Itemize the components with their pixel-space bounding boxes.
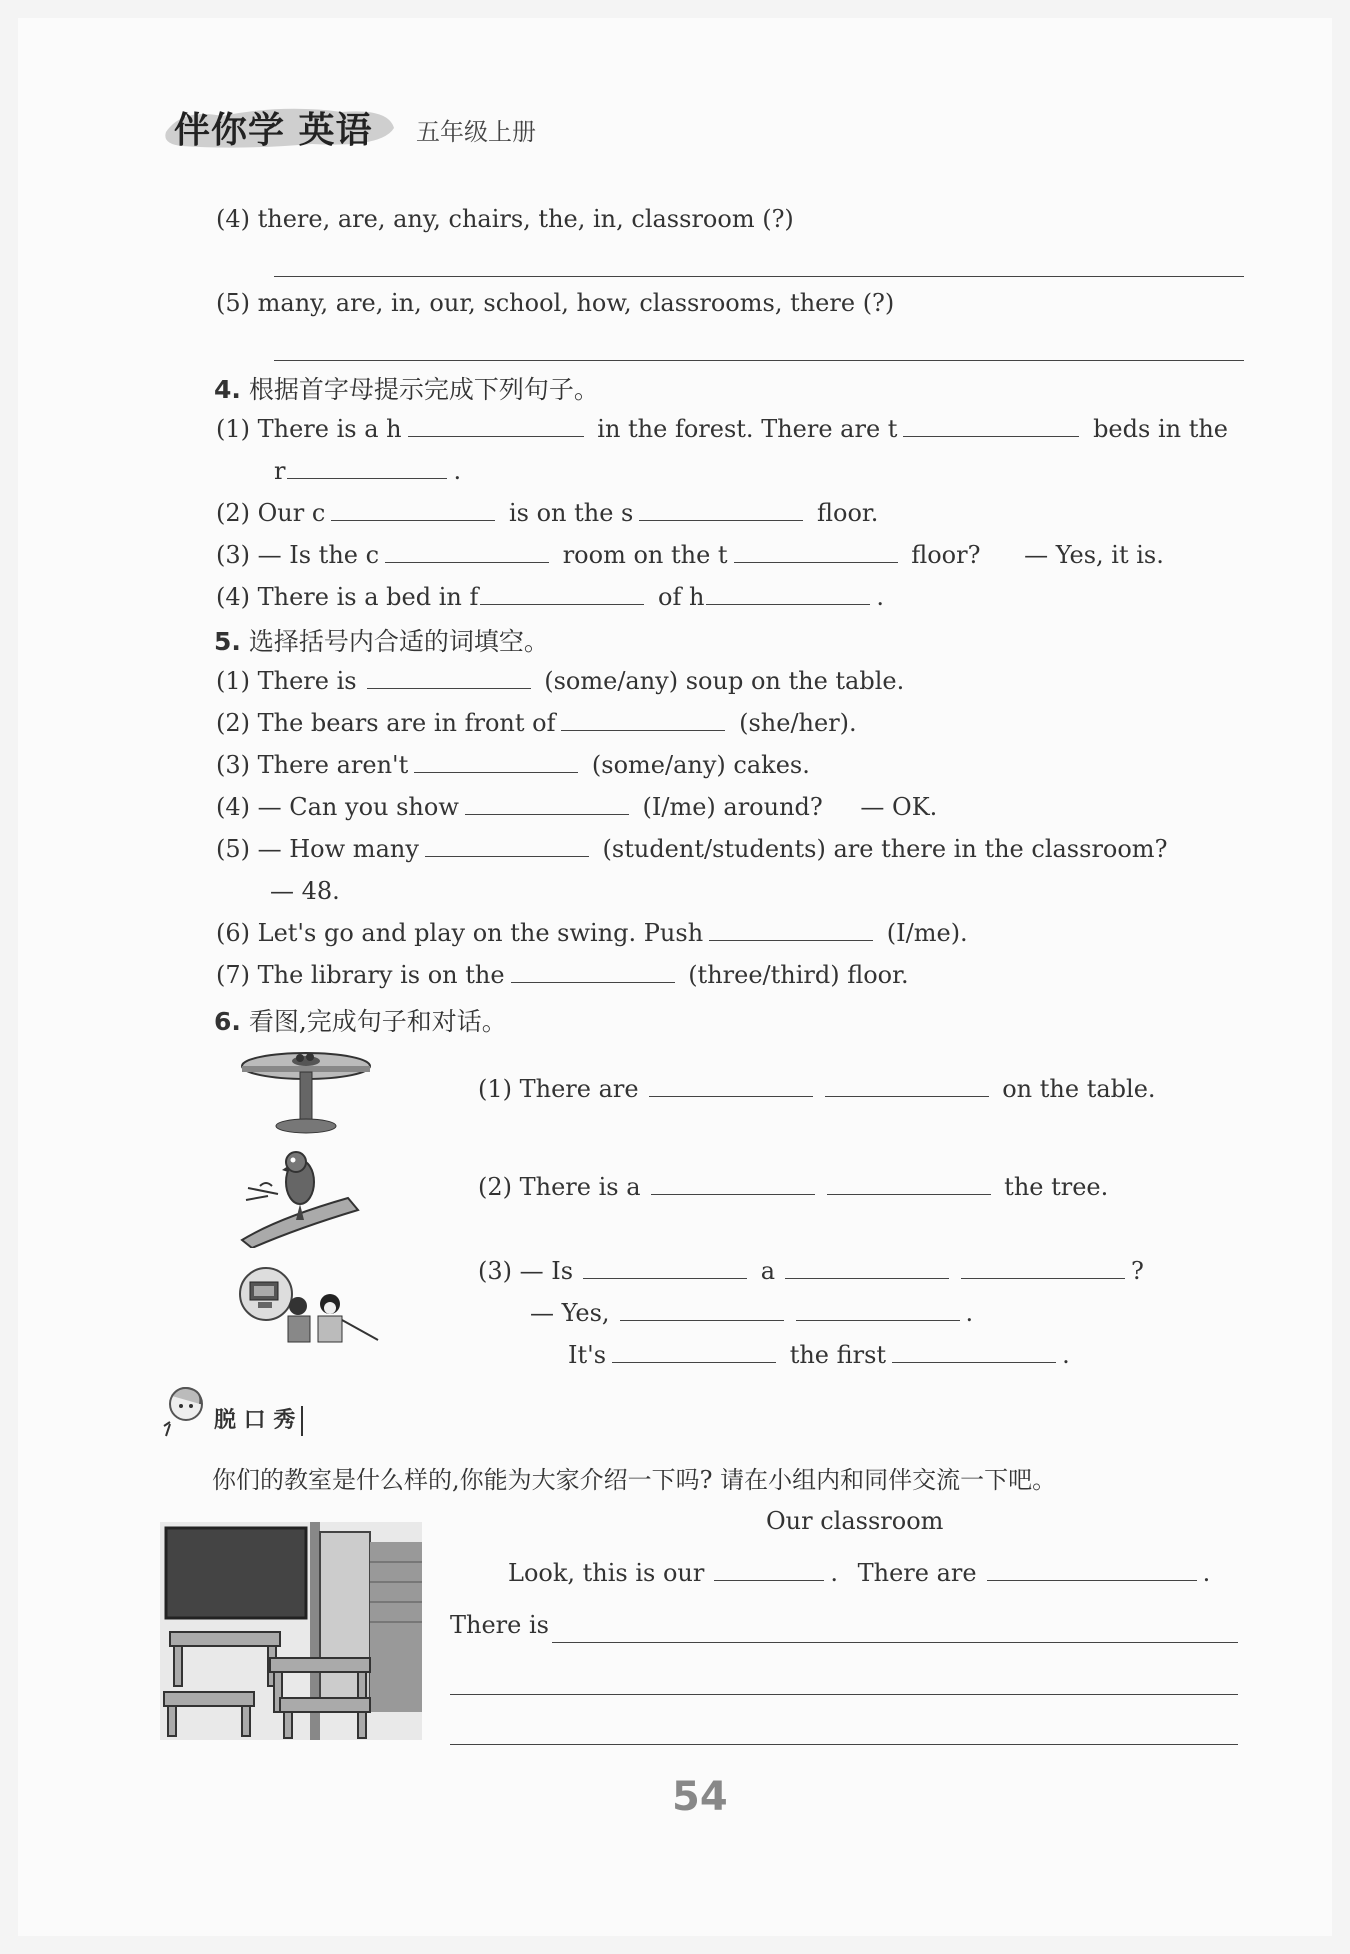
- q5-7-text-b: (three/third) floor.: [688, 961, 909, 989]
- table-picture: [238, 1046, 374, 1136]
- talk-show-label: 脱 口 秀: [214, 1406, 303, 1436]
- blank[interactable]: [706, 582, 870, 605]
- composition-heading: Our classroom: [766, 1507, 944, 1535]
- q5-5-answer: — 48.: [270, 877, 340, 905]
- section-4-heading: [214, 370, 599, 406]
- q5-7: [216, 960, 909, 990]
- q6-3-text-a: (3) — Is: [478, 1257, 574, 1285]
- q5-6-text-b: (I/me).: [886, 919, 968, 947]
- q6-1-text-a: (1) There are: [478, 1075, 639, 1103]
- q4-2-text-a: (2) Our c: [216, 499, 326, 527]
- q5-3-text-a: (3) There aren't: [216, 751, 409, 779]
- answer-line[interactable]: [274, 360, 1244, 361]
- blank[interactable]: [561, 708, 725, 731]
- blank[interactable]: [649, 1074, 813, 1097]
- q5-4-text-a: (4) — Can you show: [216, 793, 459, 821]
- blank[interactable]: [796, 1298, 960, 1321]
- q5-4-text-b: (I/me) around?: [642, 793, 823, 821]
- q6-3: [478, 1256, 1144, 1286]
- q4-1-text-c: beds in the: [1093, 415, 1229, 443]
- q4-1-text-d: r: [274, 457, 286, 485]
- blank[interactable]: [408, 414, 584, 437]
- header-banner: [162, 98, 398, 150]
- q4-3-text-a: (3) — Is the c: [216, 541, 380, 569]
- section-number: 6.: [214, 1007, 241, 1036]
- q6-3-text-g: the first: [789, 1341, 887, 1369]
- q6-3-text-e: .: [965, 1299, 974, 1327]
- q4-3-text-c: floor?: [911, 541, 981, 569]
- blank[interactable]: [892, 1340, 1056, 1363]
- blank[interactable]: [734, 540, 898, 563]
- section-number: 4.: [214, 375, 241, 404]
- q5-3: [216, 750, 810, 780]
- blank[interactable]: [709, 918, 873, 941]
- q6-3-text-c: ?: [1131, 1257, 1144, 1285]
- section-title: 根据首字母提示完成下列句子。: [248, 375, 599, 404]
- section-title: 选择括号内合适的词填空。: [248, 627, 549, 656]
- q6-3-reply-2: [568, 1340, 1070, 1370]
- blank[interactable]: [651, 1172, 815, 1195]
- answer-line[interactable]: [552, 1642, 1238, 1643]
- composition-line-2: There is: [450, 1611, 549, 1639]
- q4-2-text-b: is on the s: [508, 499, 634, 527]
- page-number: 54: [672, 1774, 728, 1820]
- blank[interactable]: [639, 498, 803, 521]
- q5-5-text-a: (5) — How many: [216, 835, 419, 863]
- composition-line-1: [508, 1558, 1210, 1588]
- q4-3-text-d: — Yes, it is.: [1024, 541, 1164, 569]
- q5-2: [216, 708, 857, 738]
- q6-3-text-b: a: [760, 1257, 776, 1285]
- q6-2-text-a: (2) There is a: [478, 1173, 641, 1201]
- q6-2-text-b: the tree.: [1004, 1173, 1109, 1201]
- blank[interactable]: [903, 414, 1079, 437]
- q4-3-text-b: room on the t: [562, 541, 728, 569]
- q6-3-text-f: It's: [568, 1341, 607, 1369]
- q5-3-text-b: (some/any) cakes.: [591, 751, 810, 779]
- blank[interactable]: [511, 960, 675, 983]
- q6-3-text-d: — Yes,: [530, 1299, 610, 1327]
- q6-1-text-b: on the table.: [1002, 1075, 1156, 1103]
- book-title: 伴你学 英语: [174, 110, 373, 151]
- q3-5-words: (5) many, are, in, our, school, how, classrooms, there (?): [216, 289, 895, 317]
- classroom-picture: [160, 1522, 422, 1740]
- talk-prompt: 你们的教室是什么样的,你能为大家介绍一下吗? 请在小组内和同伴交流一下吧。: [212, 1466, 1057, 1494]
- q6-2: [478, 1172, 1108, 1202]
- blank[interactable]: [612, 1340, 776, 1363]
- q5-2-text-a: (2) The bears are in front of: [216, 709, 556, 737]
- blank[interactable]: [825, 1074, 989, 1097]
- blank[interactable]: [785, 1256, 949, 1279]
- q5-5: [216, 834, 1167, 864]
- section-5-heading: [214, 622, 549, 658]
- blank[interactable]: [714, 1558, 824, 1581]
- blank[interactable]: [331, 498, 495, 521]
- q4-4-text-c: .: [876, 583, 885, 611]
- blank[interactable]: [414, 750, 578, 773]
- composition-text-a: Look, this is our: [508, 1559, 705, 1587]
- blank[interactable]: [620, 1298, 784, 1321]
- blank[interactable]: [827, 1172, 991, 1195]
- q5-2-text-b: (she/her).: [739, 709, 857, 737]
- parrot-picture: [238, 1148, 362, 1248]
- blank[interactable]: [987, 1558, 1197, 1581]
- q5-6-text-a: (6) Let's go and play on the swing. Push: [216, 919, 704, 947]
- q4-1: [216, 414, 1228, 444]
- blank[interactable]: [961, 1256, 1125, 1279]
- q6-3-reply: [530, 1298, 973, 1328]
- answer-line[interactable]: [274, 276, 1244, 277]
- q5-4-text-c: — OK.: [860, 793, 938, 821]
- section-number: 5.: [214, 627, 241, 656]
- q3-4-words: (4) there, are, any, chairs, the, in, classroom (?): [216, 205, 794, 233]
- q4-1-text-b: in the forest. There are t: [597, 415, 898, 443]
- q4-4-text-b: of h: [658, 583, 705, 611]
- section-title: 看图,完成句子和对话。: [248, 1007, 507, 1036]
- section-6-heading: [214, 1002, 507, 1038]
- q4-1-text-a: (1) There is a h: [216, 415, 402, 443]
- q6-3-text-h: .: [1062, 1341, 1070, 1369]
- blank[interactable]: [385, 540, 549, 563]
- answer-line[interactable]: [450, 1744, 1238, 1745]
- q5-1-text-a: (1) There is: [216, 667, 357, 695]
- q4-3: [216, 540, 1164, 570]
- q5-7-text-a: (7) The library is on the: [216, 961, 505, 989]
- q5-5-text-b: (student/students) are there in the classroom?: [602, 835, 1168, 863]
- answer-line[interactable]: [450, 1694, 1238, 1695]
- q4-2-text-c: floor.: [817, 499, 879, 527]
- q5-6: [216, 918, 968, 948]
- q4-1-cont: [274, 456, 461, 486]
- computer-room-picture: [238, 1260, 388, 1344]
- composition-text-d: .: [1202, 1559, 1211, 1587]
- q4-1-text-e: .: [453, 457, 462, 485]
- blank[interactable]: [287, 456, 447, 479]
- blank[interactable]: [583, 1256, 747, 1279]
- grade-label: 五年级上册: [416, 118, 536, 146]
- blank[interactable]: [425, 834, 589, 857]
- blank[interactable]: [465, 792, 629, 815]
- q4-4-text-a: (4) There is a bed in f: [216, 583, 479, 611]
- q6-1: [478, 1074, 1156, 1104]
- q5-4: [216, 792, 937, 822]
- q5-1-text-b: (some/any) soup on the table.: [544, 667, 905, 695]
- q5-1: [216, 666, 904, 696]
- blank[interactable]: [367, 666, 531, 689]
- composition-text-b: .: [830, 1559, 838, 1587]
- composition-text-c: There are: [857, 1559, 977, 1587]
- q4-2: [216, 498, 878, 528]
- mascot-icon: [160, 1382, 208, 1440]
- blank[interactable]: [480, 582, 644, 605]
- q4-4: [216, 582, 884, 612]
